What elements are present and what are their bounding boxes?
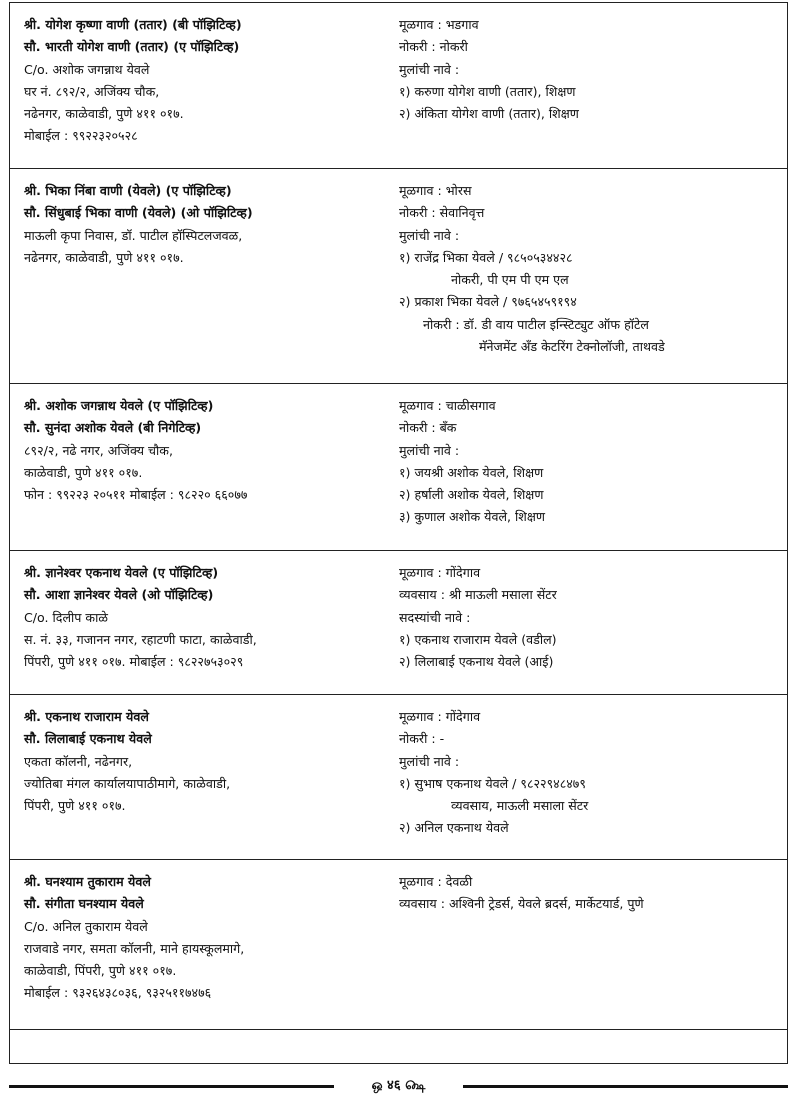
detail-line: मुलांची नावे : (399, 227, 460, 243)
entry-details-column (399, 706, 784, 840)
entry-address-column (24, 395, 394, 506)
address-line: पिंपरी, पुणे ४११ ०१७. मोबाईल : ९८२२७५३०२९ (24, 654, 244, 670)
address-line: पिंपरी, पुणे ४११ ०१७. (24, 798, 126, 814)
detail-line: व्यवसाय, माऊली मसाला सेंटर (451, 798, 589, 814)
footer-rule-right (463, 1085, 788, 1088)
detail-line: नोकरी : सेवानिवृत्त (399, 205, 485, 221)
address-line: C/o. अनिल तुकाराम येवले (24, 918, 148, 934)
family-entry (10, 551, 787, 695)
address-line: राजवाडे नगर, समता कॉलनी, माने हायस्कूलमागे, (24, 940, 245, 956)
detail-line: मॅनेजमेंट अँड केटरिंग टेक्नोलॉजी, ताथवडे (479, 339, 665, 355)
family-entry (10, 860, 787, 1030)
address-line: माऊली कृपा निवास, डॉ. पाटील हॉस्पिटलजवळ, (24, 227, 243, 243)
detail-line: मूळगाव : भोरस (399, 183, 472, 198)
entry-details-column (399, 871, 784, 916)
address-line: ८९२/२, नढे नगर, अजिंक्य चौक, (24, 442, 173, 458)
address-line: सौ. लिलाबाई एकनाथ येवले (24, 731, 152, 747)
address-line: सौ. भारती योगेश वाणी (ततार) (ए पॉझिटिव्ह) (24, 39, 240, 55)
detail-line: नोकरी : डॉ. डी वाय पाटील इन्स्टिट्युट ऑफ हॉटेल (423, 316, 649, 332)
address-line: सौ. आशा ज्ञानेश्वर येवले (ओ पॉझिटिव्ह) (24, 587, 214, 603)
detail-line: १) सुभाष एकनाथ येवले / ९८२२९४८४७९ (399, 775, 586, 791)
detail-line: सदस्यांची नावे : (399, 609, 471, 625)
entry-details-column (399, 395, 784, 529)
entry-address-column (24, 14, 394, 148)
detail-line: १) जयश्री अशोक येवले, शिक्षण (399, 464, 544, 480)
entry-details-column (399, 14, 784, 125)
address-line: श्री. भिका निंबा वाणी (येवले) (ए पॉझिटिव्ह) (24, 183, 232, 198)
address-line: नढेनगर, काळेवाडी, पुणे ४११ ०१७. (24, 249, 184, 265)
detail-line: व्यवसाय : श्री माऊली मसाला सेंटर (399, 587, 557, 603)
address-line: काळेवाडी, पुणे ४११ ०१७. (24, 464, 143, 480)
address-line: ज्योतिबा मंगल कार्यालयापाठीमागे, काळेवाडी, (24, 775, 231, 791)
address-line: एकता कॉलनी, नढेनगर, (24, 753, 133, 769)
address-line: मोबाईल : ९३२६४३८०३६, ९३२५११७४७६ (24, 985, 212, 1001)
address-line: श्री. एकनाथ राजाराम येवले (24, 709, 149, 724)
address-line: काळेवाडी, पिंपरी, पुणे ४११ ०१७. (24, 963, 177, 979)
address-line: श्री. योगेश कृष्णा वाणी (ततार) (बी पॉझिटिव्ह) (24, 17, 242, 32)
address-line: घर नं. ८९२/२, अजिंक्य चौक, (24, 83, 160, 99)
detail-line: १) करुणा योगेश वाणी (ततार), शिक्षण (399, 83, 576, 99)
detail-line: मूळगाव : चाळीसगाव (399, 398, 496, 413)
address-line: सौ. सिंधुबाई भिका वाणी (येवले) (ओ पॉझिटिव्ह) (24, 205, 253, 221)
detail-line: मुलांची नावे : (399, 442, 460, 458)
family-entry (10, 384, 787, 551)
detail-line: नोकरी : नोकरी (399, 39, 468, 55)
detail-line: २) प्रकाश भिका येवले / ९७६५४५९१९४ (399, 294, 577, 310)
address-line: C/o. अशोक जगन्नाथ येवले (24, 61, 150, 77)
page-footer (9, 1076, 788, 1096)
detail-line: मूळगाव : गोंदेगाव (399, 709, 481, 724)
family-entry (10, 3, 787, 169)
address-line: फोन : ९९२२३ २०५११ मोबाईल : ९८२२० ६६०७७ (24, 487, 248, 503)
detail-line: १) राजेंद्र भिका येवले / ९८५०५३४४२८ (399, 249, 573, 265)
entry-address-column (24, 562, 394, 673)
entry-details-column (399, 180, 784, 358)
page-number: ஒ ४६ ௸ (371, 1078, 426, 1093)
address-line: श्री. ज्ञानेश्वर एकनाथ येवले (ए पॉझिटिव्ह) (24, 565, 219, 580)
address-line: नढेनगर, काळेवाडी, पुणे ४११ ०१७. (24, 106, 184, 122)
address-line: सौ. सुनंदा अशोक येवले (बी निगेटिव्ह) (24, 420, 202, 436)
detail-line: मूळगाव : भडगाव (399, 17, 479, 32)
address-line: श्री. अशोक जगन्नाथ येवले (ए पॉझिटिव्ह) (24, 398, 214, 413)
directory-sheet (9, 2, 788, 1064)
detail-line: २) लिलाबाई एकनाथ येवले (आई) (399, 654, 554, 670)
entry-address-column (24, 871, 394, 1005)
entry-address-column (24, 706, 394, 817)
family-entry (10, 695, 787, 860)
detail-line: व्यवसाय : अश्विनी ट्रेडर्स, येवले ब्रदर्स, मार्केटयार्ड, पुणे (399, 896, 644, 912)
address-line: मोबाईल : ९९२२३२०५२८ (24, 128, 138, 144)
entry-details-column (399, 562, 784, 673)
footer-rule-left (9, 1085, 334, 1088)
detail-line: ३) कुणाल अशोक येवले, शिक्षण (399, 509, 545, 525)
detail-line: मूळगाव : देवळी (399, 874, 473, 889)
detail-line: मुलांची नावे : (399, 61, 460, 77)
detail-line: नोकरी : - (399, 731, 445, 747)
family-entry (10, 169, 787, 384)
entry-address-column (24, 180, 394, 269)
detail-line: नोकरी, पी एम पी एम एल (451, 272, 569, 288)
address-line: C/o. दिलीप काळे (24, 609, 108, 625)
detail-line: १) एकनाथ राजाराम येवले (वडील) (399, 631, 557, 647)
detail-line: मूळगाव : गोंदेगाव (399, 565, 481, 580)
address-line: श्री. घनश्याम तुकाराम येवले (24, 874, 151, 889)
detail-line: नोकरी : बँक (399, 420, 457, 436)
detail-line: २) अंकिता योगेश वाणी (ततार), शिक्षण (399, 106, 579, 122)
address-line: सौ. संगीता घनश्याम येवले (24, 896, 144, 912)
address-line: स. नं. ३३, गजानन नगर, रहाटणी फाटा, काळेवाडी, (24, 631, 257, 647)
detail-line: मुलांची नावे : (399, 753, 460, 769)
detail-line: २) अनिल एकनाथ येवले (399, 820, 509, 836)
detail-line: २) हर्षाली अशोक येवले, शिक्षण (399, 487, 544, 503)
